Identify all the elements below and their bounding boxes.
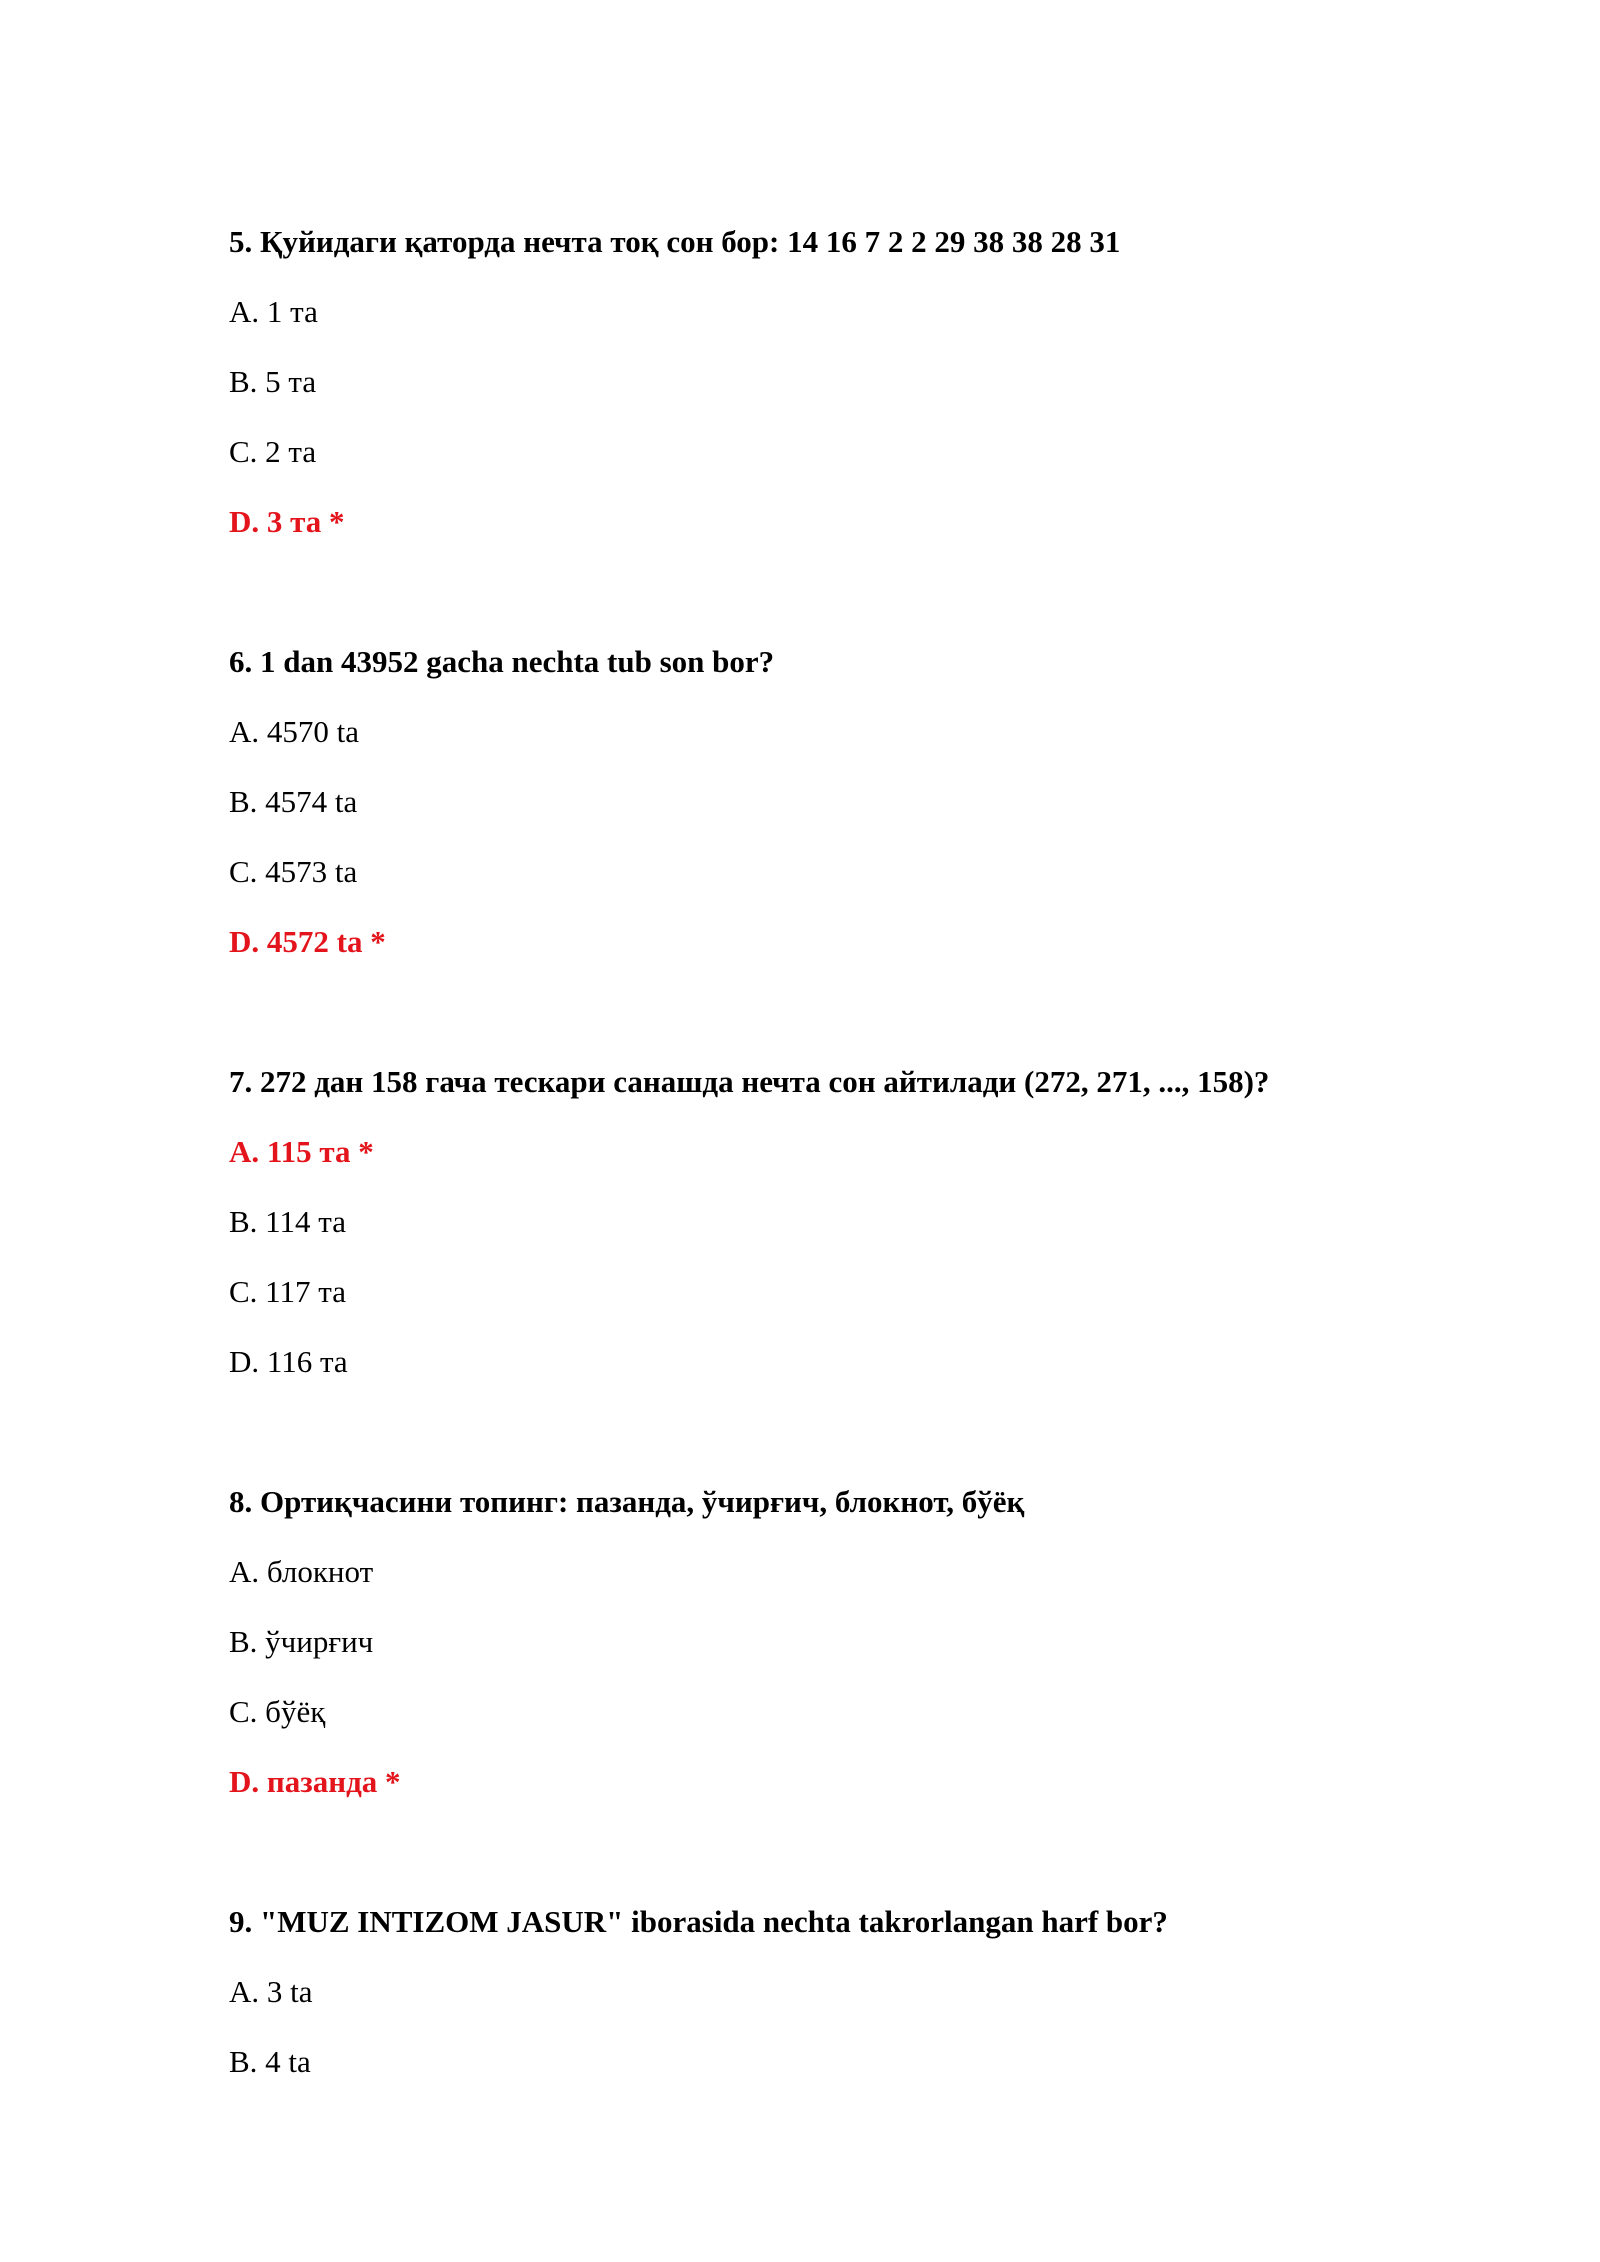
option-b: B. 114 та [229, 1204, 346, 1239]
question-text: 8. Ортиқчасини топинг: пазанда, ўчирғич, блокнот, бўёқ [229, 1484, 1025, 1519]
option-d-correct: D. 3 та * [229, 504, 345, 539]
question-8 [229, 1482, 1479, 1802]
question-text: 9. "MUZ INTIZOM JASUR" iborasida nechta takrorlangan harf bor? [229, 1904, 1168, 1939]
option-a: A. блокнот [229, 1554, 374, 1589]
option-c: C. бўёқ [229, 1694, 326, 1729]
option-b: B. 4574 ta [229, 784, 358, 819]
option-b: B. 4 ta [229, 2044, 311, 2079]
option-c: C. 4573 ta [229, 854, 358, 889]
option-c: C. 117 та [229, 1274, 346, 1309]
option-b: B. ўчирғич [229, 1624, 374, 1659]
question-text: 5. Қуйидаги қаторда нечта тоқ сон бор: 14 16 7 2 2 29 38 38 28 31 [229, 224, 1121, 259]
question-9 [229, 1902, 1479, 2082]
option-c: C. 2 та [229, 434, 317, 469]
option-a: A. 4570 ta [229, 714, 360, 749]
option-a-correct: A. 115 та * [229, 1134, 374, 1169]
option-a: A. 1 та [229, 294, 318, 329]
option-d: D. 116 та [229, 1344, 348, 1379]
question-5 [229, 222, 1479, 542]
question-7 [229, 1062, 1479, 1382]
question-text: 6. 1 dan 43952 gacha nechta tub son bor? [229, 644, 775, 679]
option-b: B. 5 та [229, 364, 317, 399]
option-d-correct: D. 4572 ta * [229, 924, 386, 959]
question-text: 7. 272 дан 158 гача тескари санашда нечта сон айтилади (272, 271, ..., 158)? [229, 1064, 1270, 1099]
option-a: A. 3 ta [229, 1974, 313, 2009]
option-d-correct: D. пазанда * [229, 1764, 401, 1799]
question-6 [229, 642, 1479, 962]
